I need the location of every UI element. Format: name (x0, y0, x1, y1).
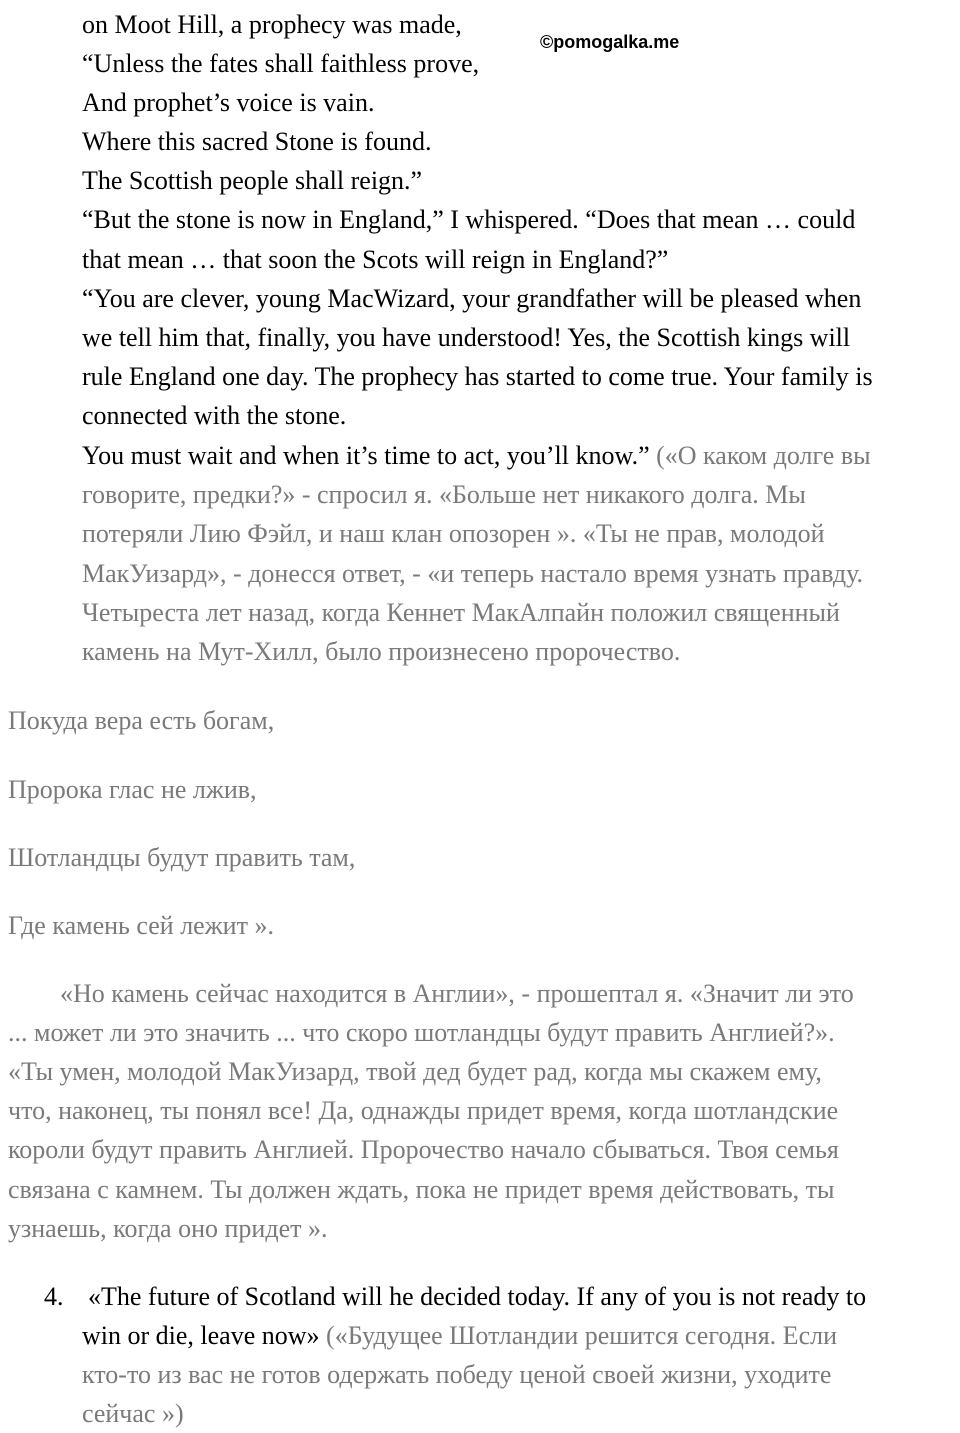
english-line: “You are clever, young MacWizard, your grandfather will be pleased when (82, 284, 862, 313)
item4-russian-line: сейчас ») (82, 1399, 184, 1428)
english-line: “But the stone is now in England,” I whispered. “Does that mean … could (82, 205, 856, 234)
russian-line: МакУизард», - донесся ответ, - «и теперь настало время узнать правду. (82, 559, 864, 588)
russian-line: потеряли Лию Фэйл, и наш клан опозорен ». «Ты не прав, молодой (82, 519, 825, 548)
english-line: rule England one day. The prophecy has started to come true. Your family is (82, 362, 873, 391)
russian-line: говорите, предки?» - спросил я. «Больше нет никакого долга. Мы (82, 480, 806, 509)
item4-russian-line: кто-то из вас не готов одержать победу ценой своей жизни, уходите (82, 1360, 832, 1389)
english-line: “Unless the fates shall faithless prove, (82, 49, 480, 78)
poem-line: Шотландцы будут править там, (8, 843, 356, 872)
item4-mixed-line (82, 1316, 837, 1355)
translation-line: узнаешь, когда оно придет ». (8, 1214, 328, 1243)
poem-line: Где камень сей лежит ». (8, 911, 274, 940)
translation-line: связана с камнем. Ты должен ждать, пока не придет время действовать, ты (8, 1175, 835, 1204)
item4-english-line: «The future of Scotland will he decided today. If any of you is not ready to (88, 1282, 867, 1311)
russian-line: камень на Мут-Хилл, было произнесено пророчество. (82, 637, 681, 666)
russian-text: («Будущее Шотландии решится сегодня. Если (319, 1321, 837, 1350)
mixed-line (82, 436, 871, 475)
translation-line: «Ты умен, молодой МакУизард, твой дед будет рад, когда мы скажем ему, (8, 1057, 822, 1086)
english-line: that mean … that soon the Scots will reign in England?” (82, 245, 669, 274)
english-line: we tell him that, finally, you have understood! Yes, the Scottish kings will (82, 323, 851, 352)
list-number: 4. (44, 1282, 64, 1311)
translation-line: «Но камень сейчас находится в Англии», - прошептал я. «Значит ли это (60, 979, 854, 1008)
translation-line: короли будут править Англией. Пророчество начало сбываться. Твоя семья (8, 1135, 839, 1164)
english-line: Where this sacred Stone is found. (82, 127, 432, 156)
english-text: win or die, leave now» (82, 1321, 320, 1350)
russian-text: («О каком долге вы (649, 441, 871, 470)
english-line: And prophet’s voice is vain. (82, 88, 375, 117)
english-line: connected with the stone. (82, 401, 347, 430)
poem-line: Пророка глас не лжив, (8, 775, 257, 804)
translation-line: ... может ли это значить ... что скоро шотландцы будут править Англией?». (8, 1018, 835, 1047)
poem-line: Покуда вера есть богам, (8, 706, 275, 735)
english-text: You must wait and when it’s time to act, you’ll know.” (82, 441, 650, 470)
watermark: ©pomogalka.me (540, 32, 680, 52)
english-line: on Moot Hill, a prophecy was made, (82, 10, 462, 39)
translation-line: что, наконец, ты понял все! Да, однажды придет время, когда шотландские (8, 1096, 839, 1125)
english-line: The Scottish people shall reign.” (82, 166, 423, 195)
russian-line: Четыреста лет назад, когда Кеннет МакАлпайн положил священный (82, 598, 840, 627)
